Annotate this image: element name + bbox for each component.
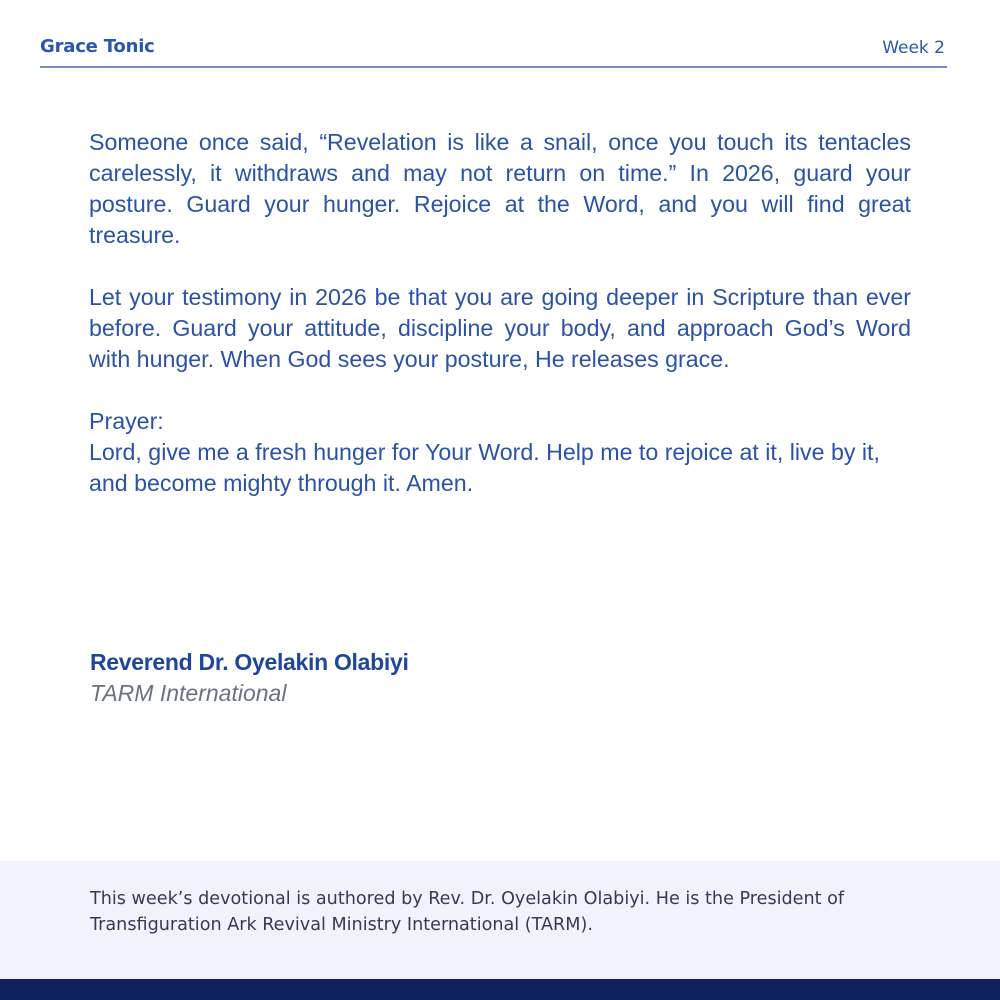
week-label: Week 2 [882, 38, 945, 58]
bottom-bar [0, 979, 1000, 1000]
author-organization: TARM International [90, 680, 287, 706]
prayer-label: Prayer: [89, 408, 164, 434]
body-paragraph-1: Someone once said, “Revelation is like a snail, once you touch its tentacles carelessly, it withdraws and may not return on time.” In 2026, guard your posture. Guard your hunger. Rejoice at the Word, and you will find great treasure. [89, 129, 911, 248]
body-paragraph-2: Let your testimony in 2026 be that you are going deeper in Scripture than ever before. Guard your attitude, discipline your body, and approach God’s Word with hunger. When God sees your posture, He releases grace. [89, 284, 911, 372]
brand-title: Grace Tonic [40, 36, 155, 57]
prayer-text: Lord, give me a fresh hunger for Your Word. Help me to rejoice at it, live by it, and become mighty through it. Amen. [89, 439, 880, 496]
prayer-section [89, 406, 911, 499]
footer-note-text: This week’s devotional is authored by Rev. Dr. Oyelakin Olabiyi. He is the President of Transfiguration Ark Revival Ministry International (TARM). [90, 889, 845, 935]
devotional-body [89, 127, 911, 499]
page-header [40, 36, 947, 68]
author-name: Reverend Dr. Oyelakin Olabiyi [90, 649, 409, 675]
signature-block [90, 646, 409, 708]
footer-note-panel [0, 861, 1000, 979]
